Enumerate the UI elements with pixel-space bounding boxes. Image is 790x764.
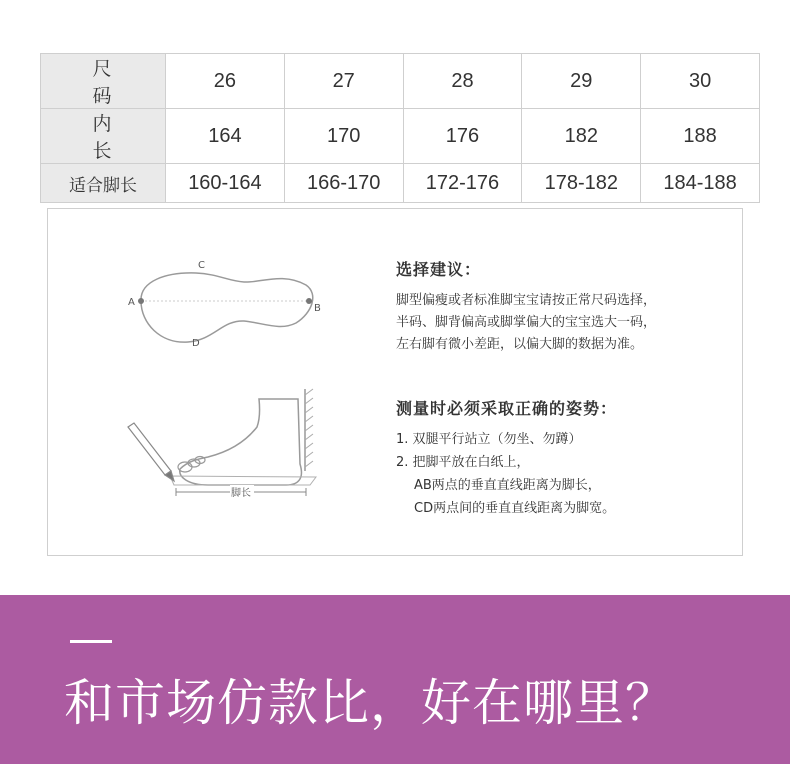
advice-title: 选择建议： — [396, 260, 482, 279]
size-cell: 29 — [522, 54, 641, 109]
foot-length-cell: 172-176 — [403, 164, 522, 203]
posture-line: AB两点的垂直直线距离为脚长， — [414, 478, 601, 493]
posture-title: 测量时必须采取正确的姿势： — [396, 399, 618, 418]
point-b-label: B — [314, 303, 321, 314]
point-b-marker — [306, 298, 312, 304]
posture-line: CD两点间的垂直直线距离为脚宽。 — [414, 501, 616, 516]
size-cell: 28 — [403, 54, 522, 109]
inner-length-cell: 182 — [522, 109, 641, 164]
banner-title: 和市场仿款比，好在哪里？ — [64, 674, 676, 732]
foot-length-row — [41, 164, 760, 203]
size-table — [40, 53, 760, 203]
foot-length-cell: 178-182 — [522, 164, 641, 203]
foot-outline-top-view — [141, 273, 313, 342]
foot-length-cell: 166-170 — [284, 164, 403, 203]
advice-line: 左右脚有微小差距，以偏大脚的数据为准。 — [396, 337, 644, 352]
wall-hatching — [305, 389, 313, 467]
size-cell: 30 — [641, 54, 760, 109]
inner-length-cell: 164 — [166, 109, 285, 164]
inner-length-cell: 188 — [641, 109, 760, 164]
foot-outline-side-view — [180, 399, 302, 485]
advice-line: 脚型偏瘦或者标准脚宝宝请按正常尺码选择， — [396, 293, 657, 308]
size-cell: 26 — [166, 54, 285, 109]
comparison-banner — [0, 595, 790, 764]
point-a-label: A — [128, 297, 135, 308]
posture-line: 1. 双腿平行站立（勿坐、勿蹲） — [396, 432, 582, 447]
foot-length-cell: 184-188 — [641, 164, 760, 203]
size-row — [41, 54, 760, 109]
advice-line: 半码、脚背偏高或脚掌偏大的宝宝选大一码， — [396, 315, 657, 330]
pencil-icon — [128, 423, 174, 481]
toe-shape — [178, 462, 192, 472]
posture-line: 2. 把脚平放在白纸上， — [396, 455, 530, 470]
measurement-guide-panel — [47, 208, 743, 556]
size-cell: 27 — [284, 54, 403, 109]
foot-length-cell: 160-164 — [166, 164, 285, 203]
point-d-label: D — [192, 338, 200, 349]
inner-length-cell: 170 — [284, 109, 403, 164]
inner-length-row-header: 内 长 — [41, 109, 166, 164]
inner-length-cell: 176 — [403, 109, 522, 164]
foot-length-dimension-label: 脚长 — [231, 488, 251, 499]
size-row-header: 尺 码 — [41, 54, 166, 109]
banner-dash-decoration — [70, 640, 112, 643]
point-c-label: C — [198, 260, 205, 271]
point-a-marker — [138, 298, 144, 304]
foot-length-row-header: 适合脚长 — [41, 164, 166, 203]
inner-length-row — [41, 109, 760, 164]
